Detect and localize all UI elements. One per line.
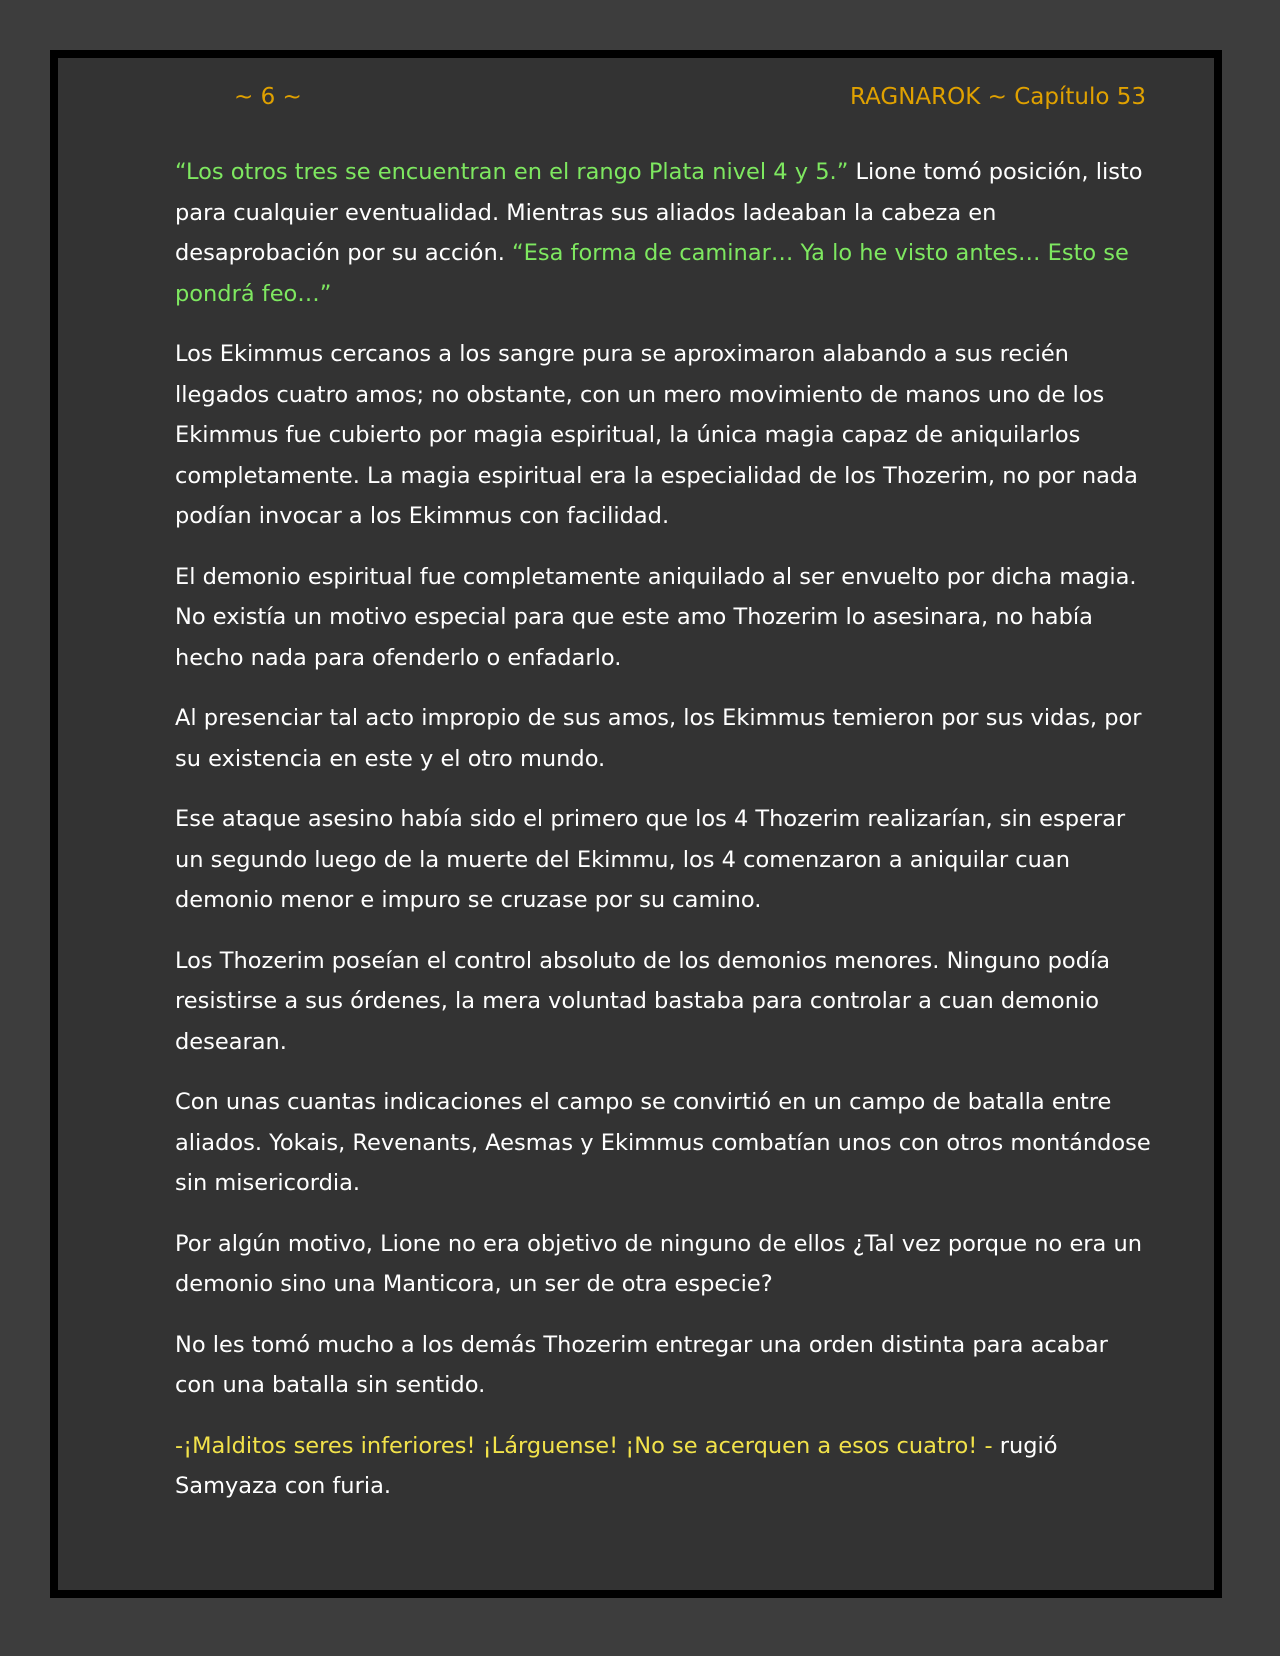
dialogue-segment: -¡Malditos seres inferiores! ¡Lárguense! ¡No se acerquen a esos cuatro! - [175, 1432, 993, 1459]
paragraph [175, 698, 1155, 779]
narration-segment: Al presenciar tal acto impropio de sus amos, los Ekimmus temieron por sus vidas, por su existencia en este y el otro mundo. [175, 705, 1142, 772]
narration-segment: Ese ataque asesino había sido el primero que los 4 Thozerim realizarían, sin esperar un segundo luego de la muerte del Ekimmu, los 4 comenzaron a aniquilar cuan demonio menor e impuro se cruzase por su camino. [175, 806, 1126, 913]
paragraph [175, 1082, 1155, 1204]
narration-segment: Los Ekimmus cercanos a los sangre pura se aproximaron alabando a sus recién llegados cuatro amos; no obstante, con un mero movimiento de manos uno de los Ekimmus fue cubierto por magia espiritual, la única magia capaz de aniquilarlos completamente. La magia espiritual era la especialidad de los Thozerim, no por nada podían invocar a los Ekimmus con facilidad. [175, 341, 1138, 529]
paragraph [175, 1224, 1155, 1305]
paragraph [175, 799, 1155, 921]
paragraph [175, 334, 1155, 537]
page-header [186, 84, 1146, 120]
running-title: RAGNAROK ~ Capítulo 53 [850, 84, 1146, 110]
page-number: ~ 6 ~ [234, 84, 302, 110]
paragraph [175, 1325, 1155, 1406]
paragraph [175, 941, 1155, 1063]
paragraph [175, 557, 1155, 679]
dialogue-segment: “Los otros tres se encuentran en el rango Plata nivel 4 y 5.” [175, 159, 849, 185]
paragraph [175, 152, 1155, 314]
page-frame [50, 50, 1222, 1598]
narration-segment: Con unas cuantas indicaciones el campo se convirtió en un campo de batalla entre aliados. Yokais, Revenants, Aesmas y Ekimmus combatían unos con otros montándose sin misericordia. [175, 1089, 1151, 1196]
narration-segment: No les tomó mucho a los demás Thozerim entregar una orden distinta para acabar con una batalla sin sentido. [175, 1331, 1108, 1398]
paragraph [175, 1426, 1155, 1507]
narration-segment: Por algún motivo, Lione no era objetivo de ninguno de ellos ¿Tal vez porque no era un demonio sino una Manticora, un ser de otra especie? [175, 1230, 1143, 1297]
narration-segment: El demonio espiritual fue completamente aniquilado al ser envuelto por dicha magia. No existía un motivo especial para que este amo Thozerim lo asesinara, no había hecho nada para ofenderlo o enfadarlo. [175, 563, 1137, 671]
narration-segment: Los Thozerim poseían el control absoluto de los demonios menores. Ninguno podía resistirse a sus órdenes, la mera voluntad bastaba para controlar a cuan demonio desearan. [175, 947, 1111, 1055]
narration-segment: Lione tomó posición, listo para cualquier eventualidad. Mientras sus aliados ladeaban la cabeza en desaprobación por su acción. [175, 159, 1143, 266]
dialogue-segment: “Esa forma de caminar… Ya lo he visto antes… Esto se pondrá feo…” [175, 240, 1129, 307]
narration-segment: rugió Samyaza con furia. [175, 1432, 1058, 1499]
chapter-text [175, 152, 1155, 1527]
